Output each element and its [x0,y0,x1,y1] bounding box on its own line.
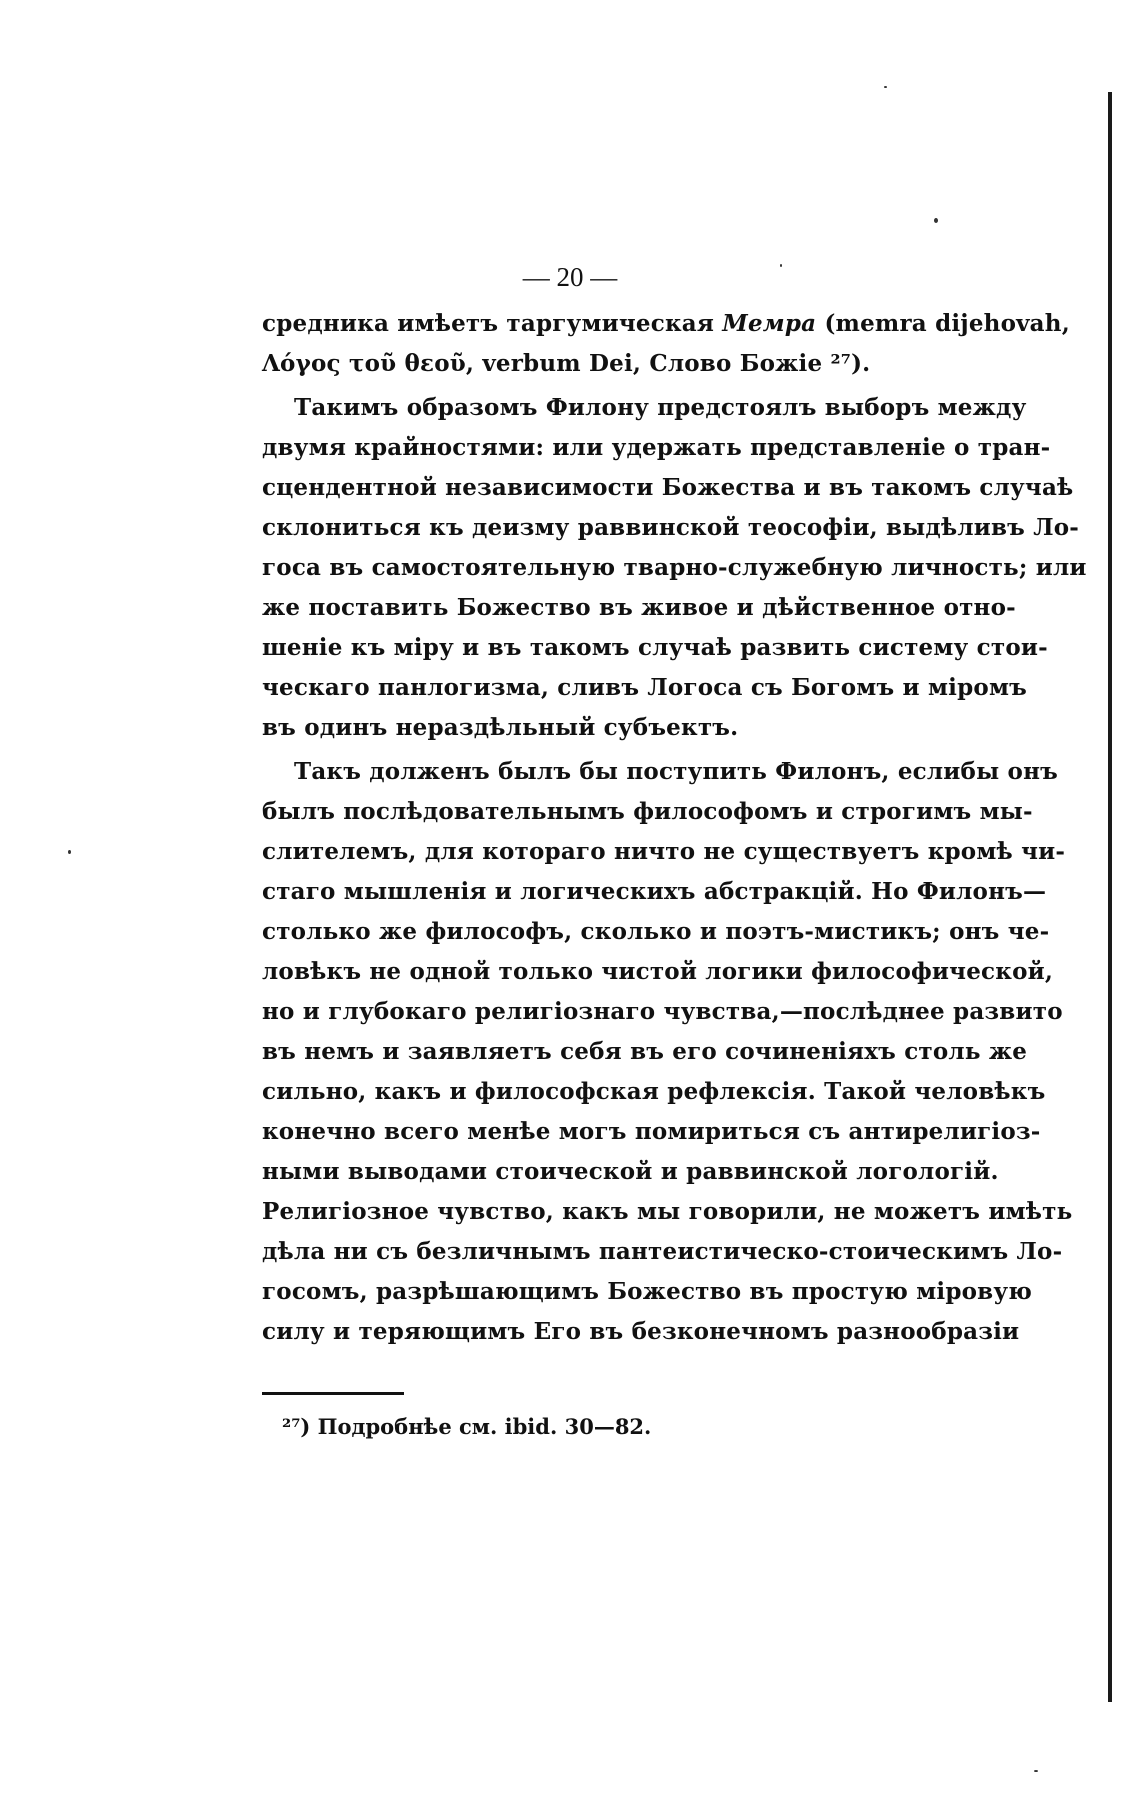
text-line: шеніе къ міру и въ такомъ случаѣ развить систему стои- [262,634,1048,661]
scan-speck [934,218,938,223]
page-edge-line [1108,92,1112,1702]
scan-speck [884,86,887,88]
text-line: въ одинъ нераздѣльный субъектъ. [262,714,739,741]
text-line: силу и теряющимъ Его въ безконечномъ разнообразіи [262,1318,1020,1345]
scan-speck [68,850,71,854]
main-text [262,304,1087,1352]
text-line: ными выводами стоической и раввинской логологій. [262,1158,999,1185]
text-line: слителемъ, для котораго ничто не существуетъ кромѣ чи- [262,838,1066,865]
footnote-text: Подробнѣе см. ibid. 30—82. [317,1414,652,1439]
text-line: же поставить Божество въ живое и дѣйственное отно- [262,594,1016,621]
paragraph-3-line-1: Такъ долженъ былъ бы поступить Филонъ, еслибы онъ [294,758,1058,785]
text-line: конечно всего менѣе могъ помириться съ антирелигіоз- [262,1118,1041,1145]
paragraph-2-line-1: Такимъ образомъ Филону предстоялъ выборъ между [294,394,1027,421]
text-line: ческаго панлогизма, сливъ Логоса съ Богомъ и міромъ [262,674,1027,701]
text-line: госомъ, разрѣшающимъ Божество въ простую міровую [262,1278,1033,1305]
text-line-1: средника имѣетъ таргумическая Мемра (memra dijehovah, [262,310,1070,337]
memra-term: Мемра [722,310,817,337]
text-line: сцендентной независимости Божества и въ такомъ случаѣ [262,474,1074,501]
text-line: сильно, какъ и философская рефлексія. Такой человѣкъ [262,1078,1046,1105]
scan-speck [780,264,782,267]
text-line: столько же философъ, сколько и поэтъ-мистикъ; онъ че- [262,918,1050,945]
footnote-divider [262,1392,404,1395]
text-line: госа въ самостоятельную тварно-служебную личность; или [262,554,1087,581]
text-line: Религіозное чувство, какъ мы говорили, не можетъ имѣть [262,1198,1073,1225]
footnote-marker: ²⁷) [282,1414,311,1439]
footnote [282,1414,651,1439]
text-line: склониться къ деизму раввинской теософіи, выдѣливъ Ло- [262,514,1080,541]
text-line: въ немъ и заявляетъ себя въ его сочиненіяхъ столь же [262,1038,1028,1065]
text-line: двумя крайностями: или удержать представленіе о тран- [262,434,1051,461]
scan-speck [1034,1770,1038,1772]
text-line: ловѣкъ не одной только чистой логики философической, [262,958,1054,985]
text-line-2: Λόγος τοῦ θεοῦ, verbum Dei, Слово Божіе ²⁷). [262,350,871,377]
text-line: но и глубокаго религіознаго чувства,—послѣднее развито [262,998,1063,1025]
text-line: стаго мышленія и логическихъ абстракцій. Но Филонъ— [262,878,1047,905]
text-line: былъ послѣдовательнымъ философомъ и строгимъ мы- [262,798,1033,825]
page-number: — 20 — [522,262,618,292]
text-line: дѣла ни съ безличнымъ пантеистическо-стоическимъ Ло- [262,1238,1063,1265]
